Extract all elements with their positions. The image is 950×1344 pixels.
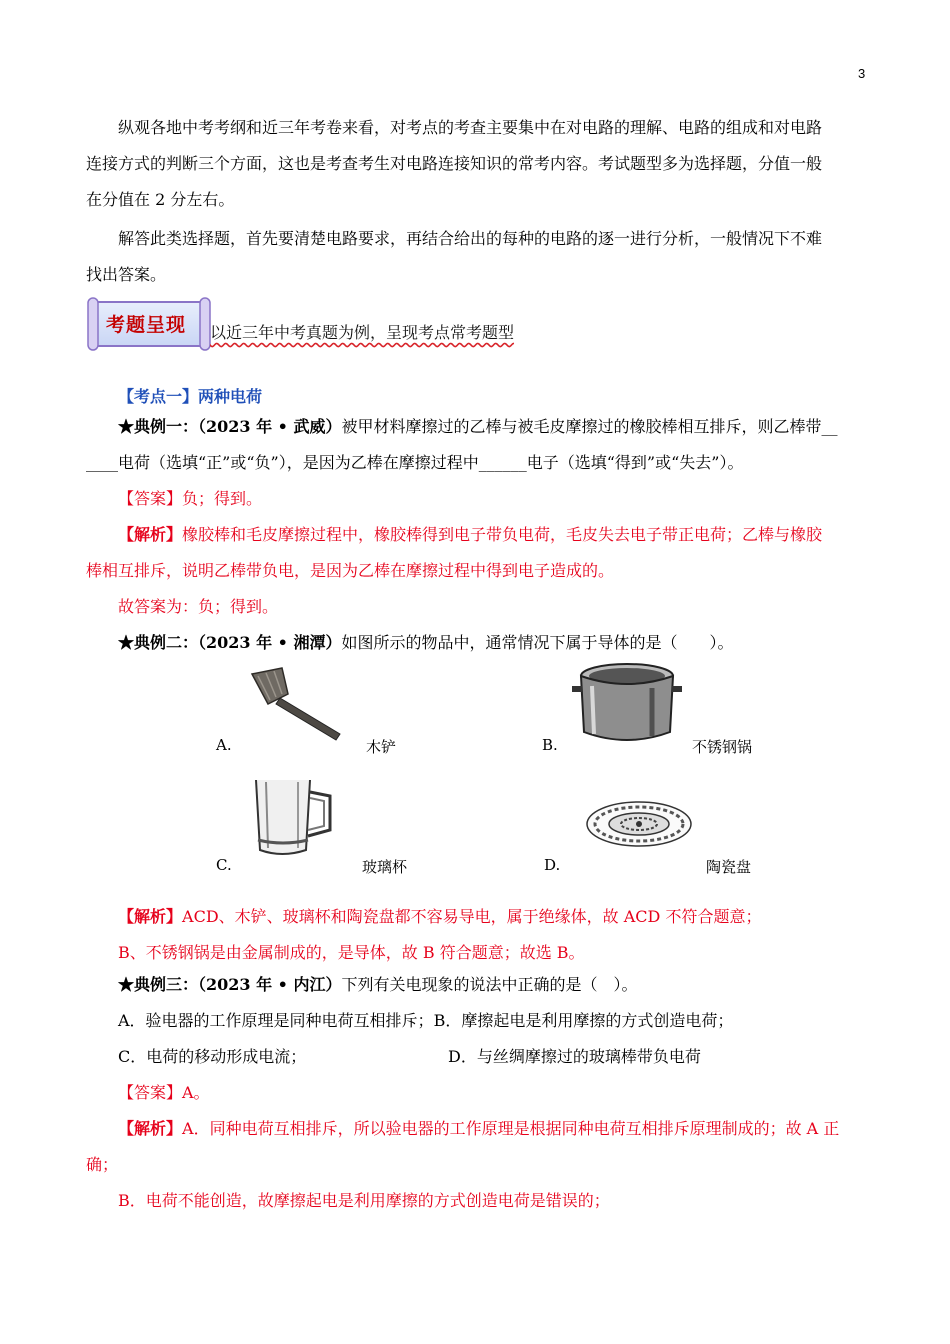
section-tagline: 以近三年中考真题为例，呈现考点常考题型: [210, 323, 515, 342]
example-1-analysis-cont: 棒相互排斥，说明乙棒带负电，是因为乙棒在摩擦过程中得到电子造成的。: [86, 561, 615, 580]
example-1-final: 故答案为：负；得到。: [118, 597, 279, 616]
banner-title: 考题呈现: [105, 314, 186, 336]
option-c-name: 玻璃杯: [362, 858, 408, 876]
example-2-head: ★典例二：（2023 年 • 湘潭）: [118, 633, 342, 652]
intro-line: 在分值在 2 分左右。: [86, 190, 235, 209]
intro-para1: [86, 110, 866, 218]
example-2-question: [86, 625, 898, 661]
example-3: [86, 967, 866, 1219]
option-a-letter: A.: [216, 736, 232, 754]
jiexi-label: 【解析】: [118, 525, 183, 544]
intro-line: 解答此类选择题，首先要清楚电路要求，再结合给出的每种的电路的逐一进行分析，一般情况下不难: [118, 229, 823, 248]
option-a-name: 木铲: [366, 738, 397, 756]
example-1-answer: 【答案】负；得到。: [118, 489, 263, 508]
intro-line: 连接方式的判断三个方面，这也是考查考生对电路连接知识的常考内容。考试题型多为选择题，分值一般: [86, 154, 823, 173]
example-1: [86, 409, 866, 625]
option-b: B．摩擦起电是利用摩擦的方式创造电荷；: [433, 1011, 734, 1030]
intro-para2: [86, 221, 866, 293]
example-2-analysis-line: B、不锈钢锅是由金属制成的，是导体，故 B 符合题意；故选 B。: [118, 943, 585, 962]
option-d-letter: D.: [544, 856, 561, 874]
page-number: 3: [858, 66, 866, 81]
example-3-question: 下列有关电现象的说法中正确的是（ ）。: [341, 975, 638, 994]
example-1-analysis: 橡胶棒和毛皮摩擦过程中，橡胶棒得到电子带负电荷，毛皮失去电子带正电荷；乙棒与橡胶: [182, 525, 823, 544]
example-3-analysis: A．同种电荷互相排斥，所以验电器的工作原理是根据同种电荷互相排斥原理制成的；故 A 正: [182, 1119, 840, 1138]
jiexi-label: 【解析】: [118, 907, 183, 926]
intro-line: 纵观各地中考考纲和近三年考卷来看，对考点的考查主要集中在对电路的理解、电路的组成和对电路: [118, 118, 823, 137]
example-1-head: ★典例一：（2023 年 • 武威）: [118, 417, 342, 436]
option-d-name: 陶瓷盘: [706, 858, 752, 876]
option-c-letter: C.: [216, 856, 232, 874]
kaodian-heading: 【考点一】两种电荷: [118, 387, 263, 406]
steel-pot-icon: [572, 656, 682, 748]
option-a: A．验电器的工作原理是同种电荷互相排斥；: [118, 1011, 434, 1030]
option-b-letter: B.: [542, 736, 558, 754]
spatula-icon: [244, 664, 348, 744]
example-1-question: 被甲材料摩擦过的乙棒与被毛皮摩擦过的橡胶棒相互排斥，则乙棒带__: [341, 417, 838, 436]
option-b-name: 不锈钢锅: [692, 738, 753, 756]
option-c: C．电荷的移动形成电流；: [118, 1047, 307, 1066]
example-3-answer: 【答案】A。: [118, 1083, 210, 1102]
intro-line: 找出答案。: [86, 265, 167, 284]
example-1-question-cont: ____电荷（选填“正”或“负”），是因为乙棒在摩擦过程中______电子（选填“得到”或“失去”）。: [86, 453, 744, 472]
option-d: D．与丝绸摩擦过的玻璃棒带负电荷: [448, 1047, 701, 1066]
glass-mug-icon: [248, 776, 338, 858]
example-3-head: ★典例三：（2023 年 • 内江）: [118, 975, 342, 994]
example-2-text: 如图所示的物品中，通常情况下属于导体的是（ ）。: [341, 633, 734, 652]
section-banner: [86, 296, 212, 354]
example-3-analysis-b: B．电荷不能创造，故摩擦起电是利用摩擦的方式创造电荷是错误的；: [118, 1191, 610, 1210]
example-2-analysis: [86, 899, 866, 971]
ceramic-plate-icon: [584, 798, 694, 850]
jiexi-label: 【解析】: [118, 1119, 183, 1138]
example-3-analysis-cont: 确；: [86, 1155, 119, 1174]
example-2-analysis-line: ACD、木铲、玻璃杯和陶瓷盘都不容易导电，属于绝缘体，故 ACD 不符合题意；: [182, 907, 762, 926]
